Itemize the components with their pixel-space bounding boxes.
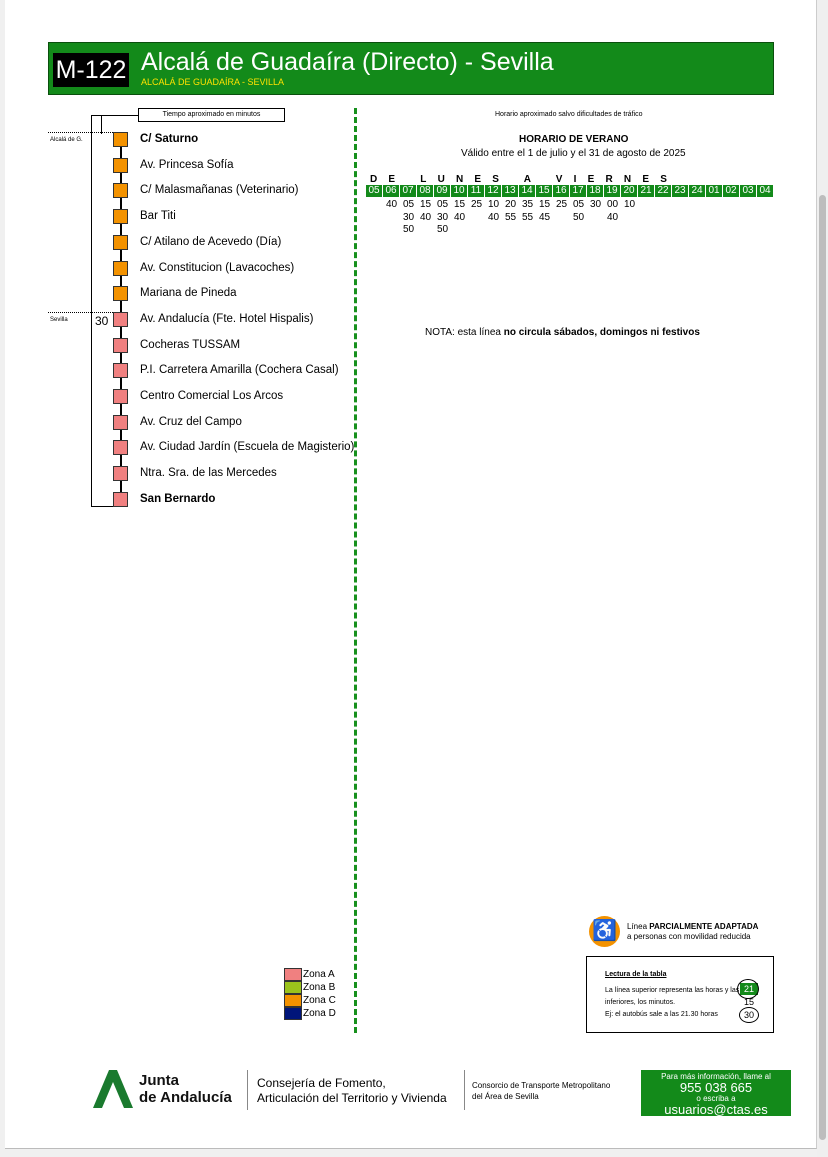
minute-value: 15 xyxy=(538,199,551,210)
stop-name: Centro Comercial Los Arcos xyxy=(140,390,284,402)
stop-marker xyxy=(113,338,128,353)
minutes-column xyxy=(655,199,672,237)
minute-value: 55 xyxy=(521,211,534,223)
stop-marker xyxy=(113,415,128,430)
contact-email[interactable]: usuarios@ctas.es xyxy=(664,1102,768,1117)
stop-item xyxy=(113,209,373,225)
stop-marker xyxy=(113,389,128,404)
legend-row xyxy=(284,968,354,981)
legend-row xyxy=(284,981,354,994)
minute-value: 15 xyxy=(419,199,432,210)
hour-cell: 17 xyxy=(570,185,587,197)
hour-cell: 09 xyxy=(434,185,451,197)
minute-value: 40 xyxy=(419,211,432,223)
minute-value: 05 xyxy=(402,199,415,210)
minute-value: 55 xyxy=(504,211,517,223)
stop-name: Ntra. Sra. de las Mercedes xyxy=(140,467,277,480)
hour-cell: 10 xyxy=(451,185,468,197)
stop-item xyxy=(113,312,373,328)
zone-label-alcala: Alcalá de G. xyxy=(50,137,83,143)
accessibility-line2: a personas con movilidad reducida xyxy=(627,932,751,941)
legend-swatch xyxy=(284,994,302,1007)
minutes-column xyxy=(672,199,689,237)
hour-cell: 18 xyxy=(587,185,604,197)
stop-name: Av. Ciudad Jardín (Escuela de Magisterio) xyxy=(140,441,355,454)
minute-value: 25 xyxy=(555,199,568,210)
stop-marker xyxy=(113,209,128,224)
zone-legend xyxy=(284,968,354,1020)
contact-phone[interactable]: 955 038 665 xyxy=(679,1080,753,1095)
time-note: Tiempo aproximado en minutos xyxy=(138,108,285,122)
legend-swatch xyxy=(284,981,302,994)
hour-cell: 12 xyxy=(485,185,502,197)
minutes-column xyxy=(689,199,706,237)
stop-marker xyxy=(113,312,128,327)
hour-cell: 15 xyxy=(536,185,553,197)
zone-divider-top xyxy=(48,132,113,133)
minutes-column xyxy=(553,199,570,237)
stop-marker xyxy=(113,261,128,276)
stop-name: C/ Atilano de Acevedo (Día) xyxy=(140,235,282,248)
hour-cell: 07 xyxy=(400,185,417,197)
traffic-note: Horario aproximado salvo dificultades de tráfico xyxy=(495,111,643,118)
minutes-column xyxy=(706,199,723,237)
scrollbar[interactable] xyxy=(817,0,828,1157)
stop-marker xyxy=(113,363,128,378)
stop-item xyxy=(113,183,373,199)
stop-marker xyxy=(113,183,128,198)
stop-marker xyxy=(113,440,128,455)
minute-value: 10 xyxy=(487,199,500,210)
legend-label: Zona D xyxy=(303,1008,336,1019)
stop-item xyxy=(113,132,373,148)
travel-time: 30 xyxy=(95,314,109,328)
minutes-column xyxy=(570,199,587,237)
wheelchair-icon: ♿ xyxy=(589,916,620,947)
example-minute-1: 15 xyxy=(743,997,754,1007)
stop-marker xyxy=(113,466,128,481)
hour-cell: 03 xyxy=(740,185,757,197)
hour-cell: 01 xyxy=(706,185,723,197)
reading-guide xyxy=(586,956,774,1033)
hour-cell: 20 xyxy=(621,185,638,197)
consejeria-line1: Consejería de Fomento, xyxy=(257,1076,386,1090)
minutes-column xyxy=(604,199,621,237)
legend-row xyxy=(284,1007,354,1020)
minutes-column xyxy=(723,199,740,237)
stop-name: Av. Cruz del Campo xyxy=(140,415,242,428)
hour-cell: 21 xyxy=(638,185,655,197)
reading-example: Ej: el autobús sale a las 21.30 horas xyxy=(605,1011,718,1018)
hour-cell: 13 xyxy=(502,185,519,197)
contact-line1: Para más información, llame al xyxy=(661,1072,771,1081)
minute-value: 30 xyxy=(436,211,449,223)
example-minute-2: 30 xyxy=(739,1007,759,1023)
route-title: Alcalá de Guadaíra (Directo) - Sevilla xyxy=(141,48,554,76)
minutes-column xyxy=(417,199,434,237)
timetable-sheet xyxy=(5,0,817,1149)
stop-name: P.I. Carretera Amarilla (Cochera Casal) xyxy=(140,364,339,377)
zone-label-sevilla: Sevilla xyxy=(50,317,68,323)
hour-cell: 19 xyxy=(604,185,621,197)
junta-logo-icon xyxy=(91,1068,135,1110)
stop-item xyxy=(113,338,373,354)
route-header xyxy=(48,42,774,95)
stop-name: Av. Constitucion (Lavacoches) xyxy=(140,261,295,274)
minute-value: 35 xyxy=(521,199,534,210)
stop-item xyxy=(113,389,373,405)
minutes-column xyxy=(519,199,536,237)
consejeria xyxy=(257,1076,447,1106)
stop-item xyxy=(113,235,373,251)
schedule-days: DE LUNES A VIERNES xyxy=(370,174,679,185)
stop-marker xyxy=(113,158,128,173)
scroll-thumb[interactable] xyxy=(819,195,826,1140)
zone-divider-bottom xyxy=(48,312,113,313)
reading-title: Lectura de la tabla xyxy=(605,971,667,978)
minute-value: 00 xyxy=(606,199,619,210)
minute-value: 40 xyxy=(487,211,500,223)
stop-name: Av. Princesa Sofía xyxy=(140,158,234,171)
junta-line2: de Andalucía xyxy=(139,1089,232,1106)
legend-label: Zona A xyxy=(303,969,335,980)
stop-name: San Bernardo xyxy=(140,492,216,505)
stop-marker xyxy=(113,492,128,507)
minute-value: 30 xyxy=(402,211,415,223)
stop-item xyxy=(113,363,373,379)
stop-name: Av. Andalucía (Fte. Hotel Hispalis) xyxy=(140,312,314,325)
hour-row xyxy=(366,185,774,197)
minute-value: 20 xyxy=(504,199,517,210)
consorcio-line1: Consorcio de Transporte Metropolitano xyxy=(472,1081,611,1090)
minute-value: 05 xyxy=(436,199,449,210)
stop-item xyxy=(113,261,373,277)
minutes-column xyxy=(485,199,502,237)
stop-marker xyxy=(113,286,128,301)
minutes-column xyxy=(621,199,638,237)
schedule-validity: Válido entre el 1 de julio y el 31 de agosto de 2025 xyxy=(461,148,686,159)
accessibility-bold: PARCIALMENTE ADAPTADA xyxy=(649,922,759,931)
stop-marker xyxy=(113,132,128,147)
minute-value: 45 xyxy=(538,211,551,223)
minute-value: 10 xyxy=(623,199,636,210)
stop-item xyxy=(113,492,373,508)
stop-name: Mariana de Pineda xyxy=(140,287,237,300)
stop-item xyxy=(113,415,373,431)
hour-cell: 24 xyxy=(689,185,706,197)
minute-value: 40 xyxy=(453,211,466,223)
stop-item xyxy=(113,440,373,456)
hour-cell: 05 xyxy=(366,185,383,197)
minutes-column xyxy=(400,199,417,237)
minutes-column xyxy=(757,199,774,237)
dashed-divider xyxy=(354,108,357,1033)
consorcio-line2: del Área de Sevilla xyxy=(472,1092,539,1101)
junta-line1: Junta xyxy=(139,1072,180,1089)
minute-value: 50 xyxy=(572,211,585,223)
stop-name: C/ Malasmañanas (Veterinario) xyxy=(140,184,299,197)
minutes-grid xyxy=(366,199,774,237)
stop-item xyxy=(113,158,373,174)
stop-name: C/ Saturno xyxy=(140,133,199,145)
legend-swatch xyxy=(284,1007,302,1020)
minutes-column xyxy=(740,199,757,237)
reading-text: La línea superior representa las horas y las inferiores, los minutos. xyxy=(605,987,740,1006)
footer-separator-1 xyxy=(247,1070,248,1110)
minute-value: 05 xyxy=(572,199,585,210)
minute-value: 40 xyxy=(385,199,398,210)
consorcio xyxy=(472,1080,610,1102)
hour-cell: 14 xyxy=(519,185,536,197)
legend-label: Zona C xyxy=(303,995,336,1006)
example-hour-ring xyxy=(737,979,759,999)
accessibility-prefix: Línea xyxy=(627,922,650,931)
contact-line3: o escriba a xyxy=(696,1094,736,1103)
minute-value: 50 xyxy=(402,224,415,235)
hour-cell: 23 xyxy=(672,185,689,197)
stop-marker xyxy=(113,235,128,250)
minutes-column xyxy=(587,199,604,237)
hour-cell: 22 xyxy=(655,185,672,197)
hour-cell: 16 xyxy=(553,185,570,197)
minutes-column xyxy=(468,199,485,237)
hour-cell: 06 xyxy=(383,185,400,197)
minute-value: 25 xyxy=(470,199,483,210)
minute-value: 15 xyxy=(453,199,466,210)
legend-swatch xyxy=(284,968,302,981)
legend-row xyxy=(284,994,354,1007)
minute-value: 50 xyxy=(436,224,449,235)
schedule-title: HORARIO DE VERANO xyxy=(519,134,629,145)
junta-wordmark xyxy=(139,1072,232,1106)
service-note xyxy=(425,327,700,338)
minutes-column xyxy=(451,199,468,237)
footer-separator-2 xyxy=(464,1070,465,1110)
minutes-column xyxy=(638,199,655,237)
legend-label: Zona B xyxy=(303,982,336,993)
stop-name: Bar Titi xyxy=(140,210,176,223)
hour-cell: 11 xyxy=(468,185,485,197)
minutes-column xyxy=(536,199,553,237)
route-code: M-122 xyxy=(53,53,129,87)
accessibility-text xyxy=(627,922,758,942)
minutes-column xyxy=(434,199,451,237)
minute-value: 30 xyxy=(589,199,602,210)
contact-box xyxy=(641,1070,791,1116)
stop-item xyxy=(113,286,373,302)
route-subtitle: ALCALÁ DE GUADAÍRA - SEVILLA xyxy=(141,77,285,87)
stop-item xyxy=(113,466,373,482)
example-hour: 21 xyxy=(740,983,758,995)
minutes-column xyxy=(366,199,383,237)
hour-cell: 02 xyxy=(723,185,740,197)
service-note-bold: no circula sábados, domingos ni festivos xyxy=(503,327,700,338)
stop-name: Cocheras TUSSAM xyxy=(140,338,241,351)
minutes-column xyxy=(383,199,400,237)
minute-value: 40 xyxy=(606,211,619,223)
hour-cell: 04 xyxy=(757,185,774,197)
hour-cell: 08 xyxy=(417,185,434,197)
consejeria-line2: Articulación del Territorio y Vivienda xyxy=(257,1091,447,1105)
minutes-column xyxy=(502,199,519,237)
service-note-prefix: NOTA: esta línea xyxy=(425,327,504,338)
